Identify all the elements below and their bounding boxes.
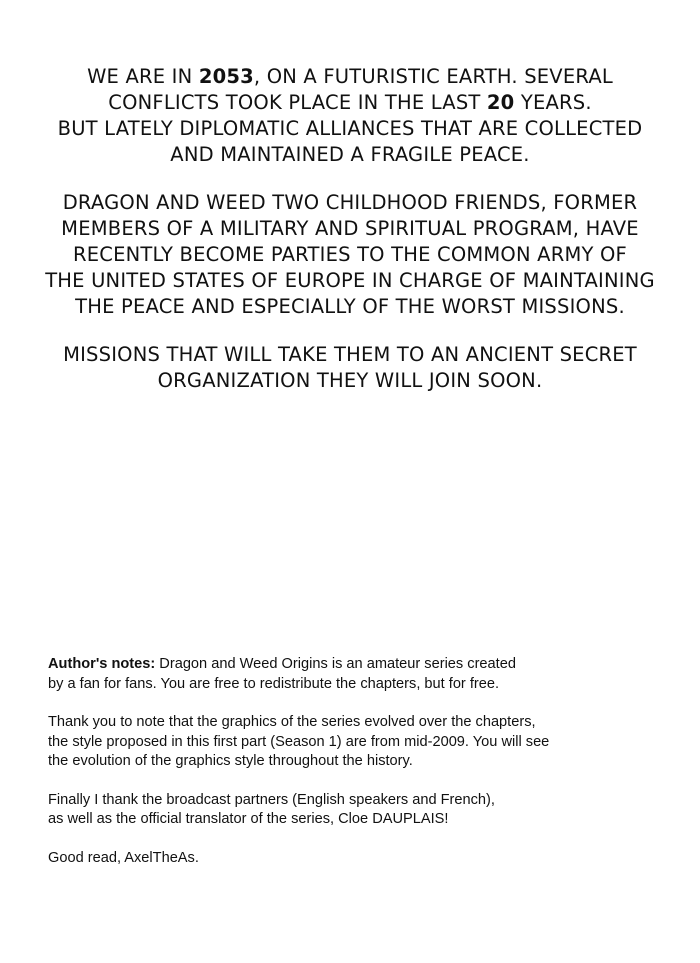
notes-line: Thank you to note that the graphics of the series evolved over the chapters, xyxy=(48,714,536,730)
intro-text-segment: CONFLICTS TOOK PLACE IN THE LAST xyxy=(108,91,487,114)
notes-text-segment: Dragon and Weed Origins is an amateur series created xyxy=(155,656,516,672)
intro-paragraph-characters xyxy=(0,190,700,320)
notes-signoff: Good read, AxelTheAs. xyxy=(48,849,199,866)
intro-paragraph-missions xyxy=(0,342,700,394)
notes-line xyxy=(48,655,668,675)
intro-line: MEMBERS OF A MILITARY AND SPIRITUAL PROGRAM, HAVE xyxy=(61,217,639,240)
intro-line: THE PEACE AND ESPECIALLY OF THE WORST MISSIONS. xyxy=(75,295,625,318)
author-notes-label: Author's notes: xyxy=(48,656,156,672)
intro-paragraph-setting xyxy=(0,64,700,168)
intro-line: DRAGON AND WEED TWO CHILDHOOD FRIENDS, FORMER xyxy=(62,191,638,214)
intro-line: MISSIONS THAT WILL TAKE THEM TO AN ANCIENT SECRET xyxy=(63,343,637,366)
intro-year: 2053 xyxy=(198,65,254,88)
notes-paragraph-intro xyxy=(48,655,668,694)
notes-line: the style proposed in this first part (Season 1) are from mid-2009. You will see xyxy=(48,733,550,750)
intro-line xyxy=(0,64,700,90)
intro-text-segment: WE ARE IN xyxy=(87,65,199,88)
intro-line: AND MAINTAINED A FRAGILE PEACE. xyxy=(170,143,530,166)
intro-text xyxy=(0,64,700,416)
notes-paragraph-signoff xyxy=(48,849,668,869)
notes-line: as well as the official translator of the series, Cloe DAUPLAIS! xyxy=(48,811,449,827)
intro-line: ORGANIZATION THEY WILL JOIN SOON. xyxy=(157,369,543,392)
notes-line: the evolution of the graphics style throughout the history. xyxy=(48,753,413,769)
intro-text-segment: , ON A FUTURISTIC EARTH. SEVERAL xyxy=(253,65,613,88)
intro-line xyxy=(0,90,700,116)
author-notes xyxy=(48,655,668,887)
intro-line: RECENTLY BECOME PARTIES TO THE COMMON ARMY OF xyxy=(73,243,627,266)
notes-paragraph-graphics xyxy=(48,713,668,772)
intro-line: BUT LATELY DIPLOMATIC ALLIANCES THAT ARE COLLECTED xyxy=(57,117,643,140)
notes-line: by a fan for fans. You are free to redistribute the chapters, but for free. xyxy=(48,675,500,692)
intro-text-segment: YEARS. xyxy=(514,91,592,114)
notes-paragraph-thanks xyxy=(48,791,668,830)
intro-number: 20 xyxy=(486,91,515,114)
notes-line: Finally I thank the broadcast partners (English speakers and French), xyxy=(48,791,495,808)
intro-line: THE UNITED STATES OF EUROPE IN CHARGE OF MAINTAINING xyxy=(45,269,655,292)
